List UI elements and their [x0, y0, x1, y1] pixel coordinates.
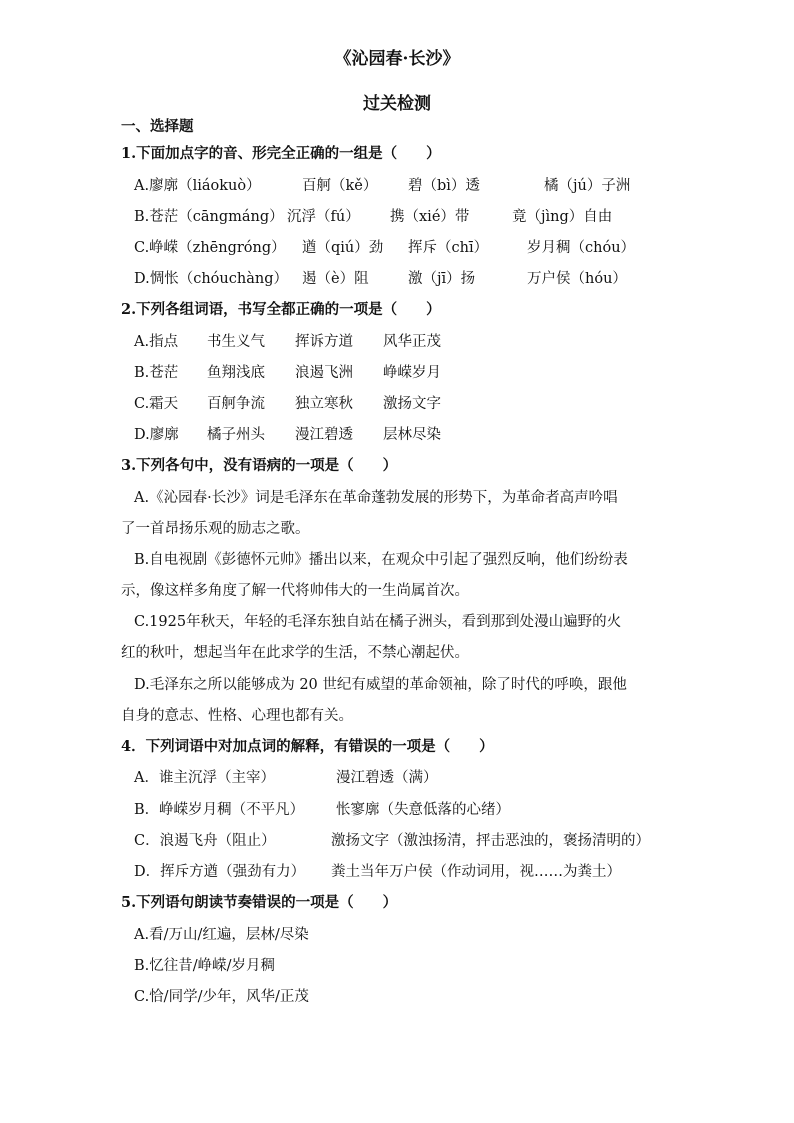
question-3-option-a-line-2: 了一首昂扬乐观的励志之歌。 — [121, 521, 310, 537]
question-5-option-c: C.恰/同学/少年，风华/正茂 — [134, 989, 309, 1005]
question-3-option-b-line-1: B.自电视剧《彭德怀元帅》播出以来，在观众中引起了强烈反响，他们纷纷表 — [134, 552, 628, 568]
question-3-option-c-line-1: C.1925年秋天，年轻的毛泽东独自站在橘子洲头，看到那到处漫山遍野的火 — [134, 614, 622, 630]
question-3-option-d-line-1: D.毛泽东之所以能够成为 20 世纪有威望的革命领袖，除了时代的呼唤，跟他 — [134, 677, 627, 693]
document-title: 《沁园春·长沙》 — [334, 49, 460, 69]
document-subtitle: 过关检测 — [363, 94, 431, 114]
question-4-stem: 4．下列词语中对加点词的解释，有错误的一项是（ ） — [121, 738, 494, 755]
section-heading: 一、选择题 — [121, 118, 194, 135]
question-3-option-c-line-2: 红的秋叶，想起当年在此求学的生活，不禁心潮起伏。 — [121, 645, 469, 661]
question-3-option-d-line-2: 自身的意志、性格、心理也都有关。 — [121, 708, 353, 724]
question-5-stem: 5.下列语句朗读节奏错误的一项是（ ） — [121, 894, 398, 911]
question-3-stem: 3.下列各句中，没有语病的一项是（ ） — [121, 457, 398, 474]
question-5-option-b: B.忆往昔/峥嵘/岁月稠 — [134, 958, 276, 974]
question-3-option-a-line-1: A.《沁园春·长沙》词是毛泽东在革命蓬勃发展的形势下，为革命者高声吟唱 — [134, 490, 618, 506]
question-2-stem: 2.下列各组词语，书写全都正确的一项是（ ） — [121, 301, 441, 318]
question-5-option-a: A.看/万山/红遍，层林/尽染 — [134, 927, 309, 943]
document-page: 《沁园春·长沙》 过关检测 一、选择题 1.下面加点字的音、形完全正确的一组是（ ） A.廖廓（liáokuò） 百舸（kě） 碧（bì）透 橘（jú）子洲 B.苍茫（cāngmáng） 沉浮（fú） 携（xié）带 竟（jìng）自由 C.峥嵘（zhēngróng） 遒（qiú）劲 挥斥（chī） 岁月稠（chóu） D.惆怅（chóuchàng） 遏（è）阻 激（jī）扬 万户侯（hóu） 2.下列各组词语，书写全都正确的一项是（ ） A.指点 书生义气 挥诉方道 风华正茂 B.苍茫 鱼翔浅底 浪遏飞洲 峥嵘岁月 C.霜天 百舸争流 独立寒秋 激扬文字 D.廖廓 橘子州头 漫江碧透 层林尽染 3.下列各句中，没有语病的一项是（ ） A.《沁园春·长沙》词是毛泽东在革命蓬勃发展的形势下，为革命者高声吟唱 了一首昂扬乐观的励志之歌。 B.自电视剧《彭德怀元帅》播出以来，在观众中引起了强烈反响，他们纷纷表 示，像这样多角度了解一代将帅伟大的一生尚属首次。 C.1925年秋天，年轻的毛泽东独自站在橘子洲头，看到那到处漫山遍野的火 红的秋叶，想起当年在此求学的生活，不禁心潮起伏。 D.毛泽东之所以能够成为 20 世纪有威望的革命领袖，除了时代的呼唤，跟他 自身的意志、性格、心理也都有关。 4．下列词语中对加点词的解释，有错误的一项是（ ） A．谁主沉浮（主宰） 漫江碧透（满） B．峥嵘岁月稠（不平凡） 怅寥廓（失意低落的心绪） C．浪遏飞舟（阻止） 激扬文字（激浊扬清，抨击恶浊的，褒扬清明的） D．挥斥方遒（强劲有力） 粪土当年万户侯（作动词用，视……为粪土） 5.下列语句朗读节奏错误的一项是（ ） A.看/万山/红遍，层林/尽染 B.忆往昔/峥嵘/岁月稠 C.恰/同学/少年，风华/正茂 — [0, 0, 794, 1123]
question-3-option-b-line-2: 示，像这样多角度了解一代将帅伟大的一生尚属首次。 — [121, 583, 469, 599]
question-1-stem: 1.下面加点字的音、形完全正确的一组是（ ） — [121, 145, 441, 162]
